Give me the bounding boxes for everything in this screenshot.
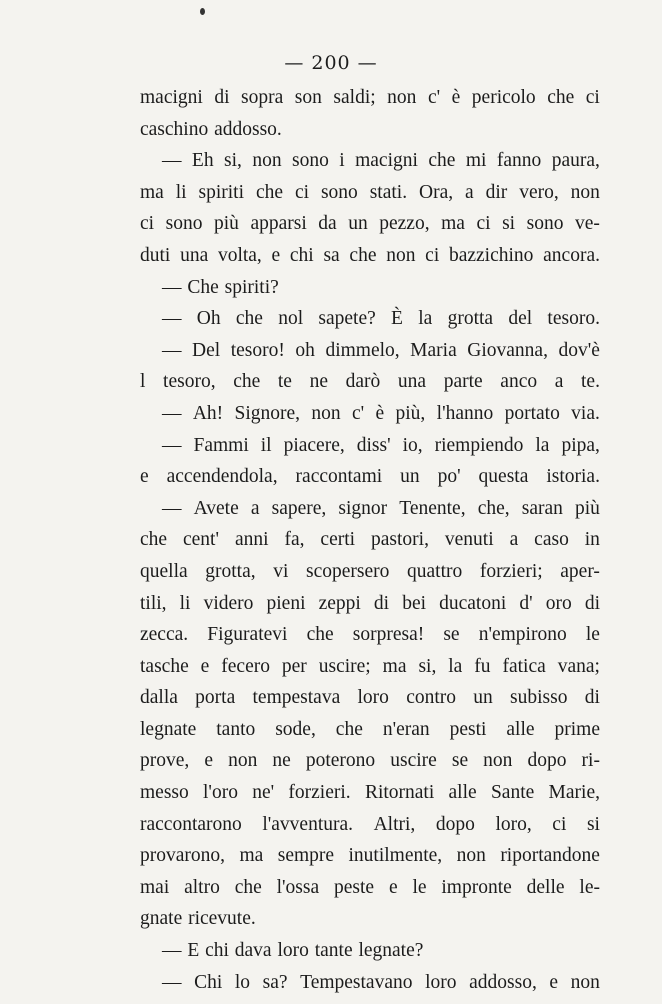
text-line: — Chi lo sa? Tempestavano loro addosso, e non (162, 971, 600, 993)
text-line: dalla porta tempestava loro contro un subisso di (140, 687, 600, 709)
text-line: prove, e non ne poterono uscire se non dopo ri- (140, 750, 600, 772)
text-line: — Fammi il piacere, diss' io, riempiendo la pipa, (162, 434, 600, 456)
text-line: — E chi dava loro tante legnate? (162, 940, 424, 962)
text-line: ma li spiriti che ci sono stati. Ora, a dir vero, non (140, 181, 600, 203)
text-line: messo l'oro ne' forzieri. Ritornati alle Sante Marie, (140, 782, 600, 804)
text-line: mai altro che l'ossa peste e le impronte delle le- (140, 876, 600, 898)
text-line: — Eh si, non sono i macigni che mi fanno paura, (162, 150, 600, 172)
ink-speck (200, 8, 205, 15)
text-line: che cent' anni fa, certi pastori, venuti a caso in (140, 529, 600, 551)
text-line: macigni di sopra son saldi; non c' è pericolo che ci (140, 87, 600, 108)
text-line: — Che spiriti? (162, 276, 279, 298)
text-line: — Avete a sapere, signor Tenente, che, saran più (162, 497, 600, 519)
text-line: quella grotta, vi scopersero quattro forzieri; aper- (140, 560, 600, 582)
text-line: gnate ricevute. (140, 908, 256, 930)
text-line: zecca. Figuratevi che sorpresa! se n'empirono le (140, 624, 600, 646)
text-line: — Oh che nol sapete? È la grotta del tesoro. (162, 308, 600, 330)
text-line: — Del tesoro! oh dimmelo, Maria Giovanna, dov'è (162, 339, 600, 361)
text-line: tasche e fecero per uscire; ma si, la fu fatica vana; (140, 655, 600, 677)
page-number: — 200 — (284, 52, 378, 74)
text-line: ci sono più apparsi da un pezzo, ma ci si sono ve- (140, 213, 600, 235)
text-line: tili, li videro pieni zeppi di bei ducatoni d' oro di (140, 592, 600, 614)
text-line: raccontarono l'avventura. Altri, dopo loro, ci si (140, 813, 600, 835)
text-line: caschino addosso. (140, 118, 282, 140)
text-line: l tesoro, che te ne darò una parte anco a te. (140, 371, 600, 393)
body-text (140, 82, 600, 998)
text-line: — Ah! Signore, non c' è più, l'hanno portato via. (162, 402, 600, 424)
text-line: provarono, ma sempre inutilmente, non riportandone (140, 845, 600, 867)
text-line: duti una volta, e chi sa che non ci bazzichino ancora. (140, 244, 600, 266)
text-line: e accendendola, raccontami un po' questa istoria. (140, 466, 600, 488)
text-line: legnate tanto sode, che n'eran pesti alle prime (140, 718, 600, 740)
